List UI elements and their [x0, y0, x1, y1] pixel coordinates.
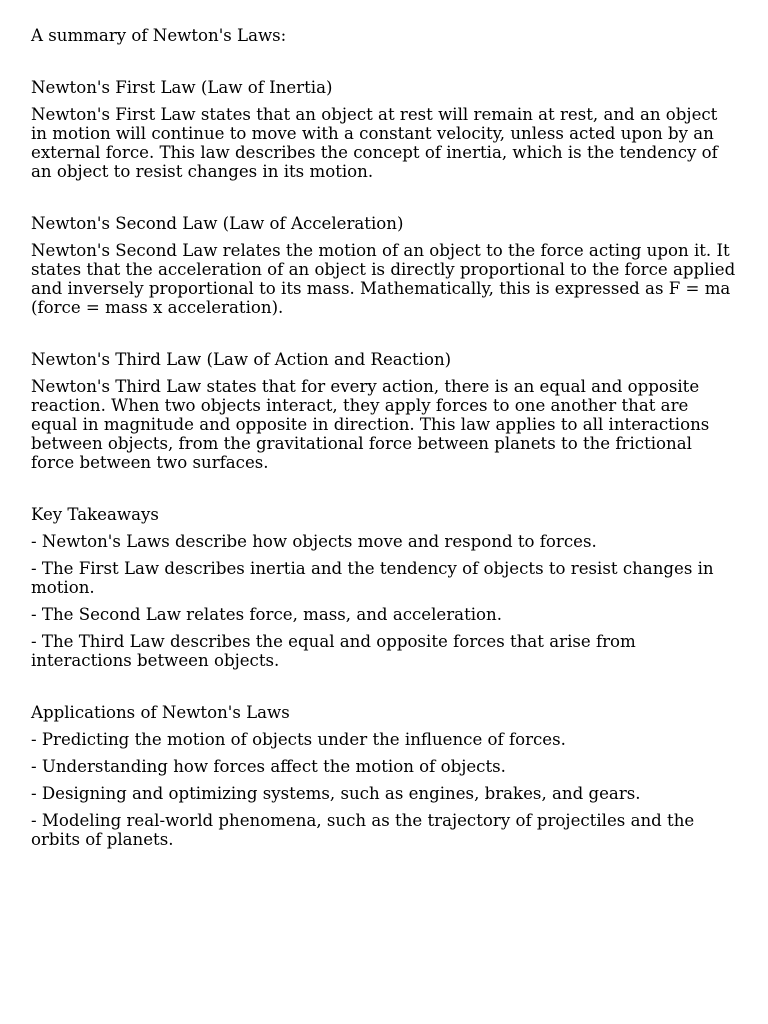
first-law-paragraph: Newton's First Law states that an object at rest will remain at rest, and an object in motion will continue to move with a constant velocity, unless acted upon by an external force. This law describes the concept of inertia, which is the tendency of an object to resist changes in its motion.	[31, 105, 718, 181]
list-item: - Designing and optimizing systems, such as engines, brakes, and gears.	[31, 784, 641, 803]
list-item: - Predicting the motion of objects under the influence of forces.	[31, 730, 566, 749]
list-item: - The Third Law describes the equal and opposite forces that arise from interactions between objects.	[31, 632, 636, 670]
list-item: - Understanding how forces affect the motion of objects.	[31, 757, 506, 776]
applications-section	[31, 703, 738, 849]
third-law-paragraph: Newton's Third Law states that for every action, there is an equal and opposite reaction. When two objects interact, they apply forces to one another that are equal in magnitude and opposite in direction. This law applies to all interactions between objects, from the gravitational force between planets to the frictional force between two surfaces.	[31, 377, 710, 472]
list-item: - Modeling real-world phenomena, such as the trajectory of projectiles and the orbits of planets.	[31, 811, 695, 849]
second-law-section	[31, 214, 738, 317]
third-law-section	[31, 350, 738, 472]
document-title: A summary of Newton's Laws:	[31, 26, 287, 45]
applications-heading: Applications of Newton's Laws	[31, 703, 290, 722]
key-takeaways-section	[31, 505, 738, 670]
second-law-paragraph: Newton's Second Law relates the motion of an object to the force acting upon it. It states that the acceleration of an object is directly proportional to the force applied and inversely proportional to its mass. Mathematically, this is expressed as F = ma (force = mass x acceleration).	[31, 241, 736, 317]
first-law-heading: Newton's First Law (Law of Inertia)	[31, 78, 333, 97]
key-takeaways-heading: Key Takeaways	[31, 505, 159, 524]
third-law-heading: Newton's Third Law (Law of Action and Reaction)	[31, 350, 452, 369]
first-law-section	[31, 78, 738, 181]
second-law-heading: Newton's Second Law (Law of Acceleration)	[31, 214, 404, 233]
list-item: - Newton's Laws describe how objects move and respond to forces.	[31, 532, 597, 551]
list-item: - The Second Law relates force, mass, and acceleration.	[31, 605, 503, 624]
list-item: - The First Law describes inertia and the tendency of objects to resist changes in motion.	[31, 559, 714, 597]
